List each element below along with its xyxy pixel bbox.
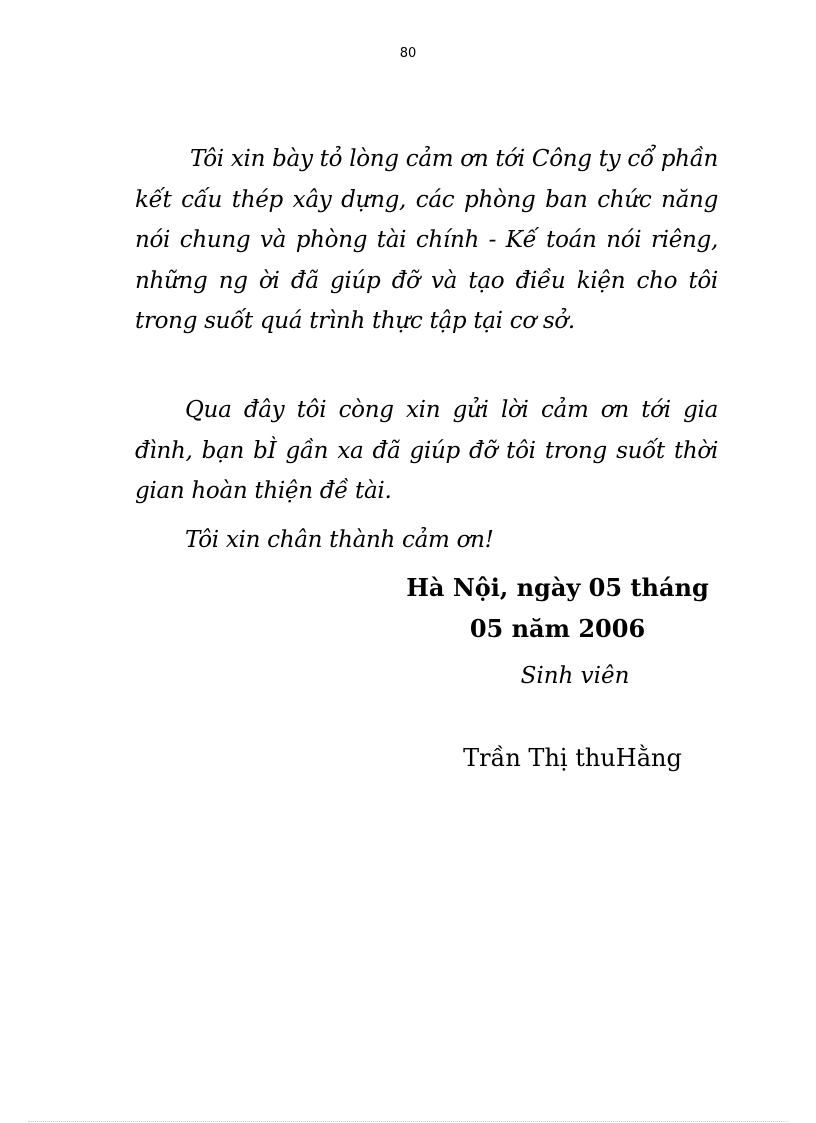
signer-name: Trần Thị thuHằng [463, 744, 682, 772]
page-bottom-rule [28, 1121, 788, 1122]
acknowledgement-paragraph-2: Qua đây tôi còng xin gửi lời cảm ơn tới gia đình, bạn bÌ gần xa đã giúp đỡ tôi trong suốt thời gian hoàn thiện đề tài. [135, 397, 718, 505]
date-line-1: Hà Nội, ngày 05 tháng [406, 573, 709, 602]
thank-you-line: Tôi xin chân thành cảm ơn! [185, 527, 494, 553]
page-number: 80 [399, 46, 417, 61]
date-line-2: 05 năm 2006 [469, 614, 646, 643]
acknowledgement-paragraph-1: Tôi xin bày tỏ lòng cảm ơn tới Công ty cổ phần kết cấu thép xây dựng, các phòng ban chức năng nói chung và phòng tài chính - Kế toán nói riêng, những ng ời đã giúp đỡ và tạo điều kiện cho tôi trong suốt quá trình thực tập tại cơ sở. [135, 146, 718, 335]
signer-role: Sinh viên [520, 663, 630, 689]
